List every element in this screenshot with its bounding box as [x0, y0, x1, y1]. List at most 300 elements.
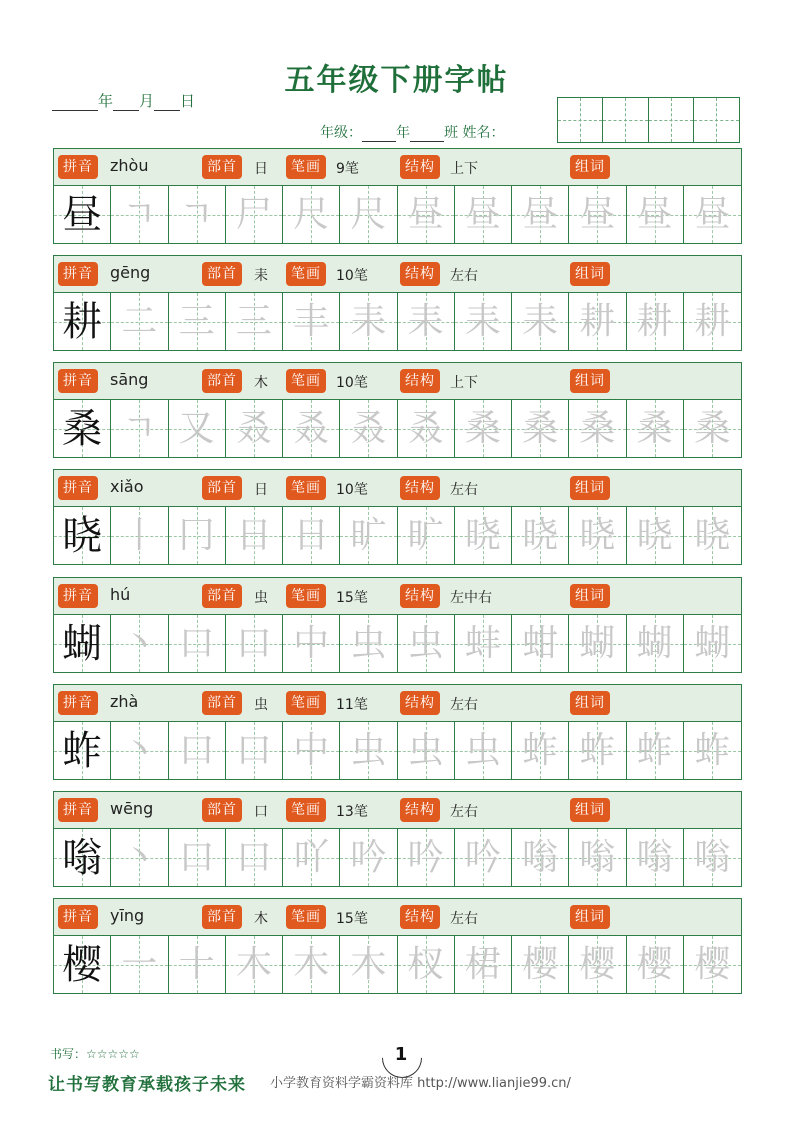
- trace-cell[interactable]: [283, 186, 340, 243]
- trace-cell[interactable]: [512, 400, 569, 457]
- stroke-order-glyph: 口: [178, 622, 215, 664]
- writing-grid: [54, 722, 741, 779]
- trace-cell[interactable]: [169, 293, 226, 350]
- stroke-order-glyph: 虫: [350, 622, 387, 664]
- strokes-value: 9笔: [336, 161, 359, 177]
- stroke-order-glyph: 虫: [350, 729, 387, 771]
- radical-value: 木: [254, 375, 268, 391]
- word-tag: 组词: [570, 369, 610, 393]
- stroke-order-glyph: 耒: [407, 300, 444, 342]
- stroke-order-glyph: 耕: [579, 300, 616, 342]
- stroke-order-glyph: ㄱ: [179, 193, 215, 235]
- grade-label: 年级：: [320, 125, 362, 141]
- stroke-order-glyph: 晓: [464, 514, 501, 556]
- character-info-bar: [54, 685, 741, 722]
- trace-cell[interactable]: [169, 400, 226, 457]
- trace-cell[interactable]: [512, 936, 569, 993]
- trace-cell[interactable]: [398, 936, 455, 993]
- stroke-order-glyph: 吖: [293, 836, 330, 878]
- stroke-order-glyph: 口: [178, 729, 215, 771]
- year-blank[interactable]: [52, 96, 98, 111]
- trace-cell[interactable]: [398, 615, 455, 672]
- pinyin-value: sāng: [110, 370, 149, 389]
- class-line: [320, 122, 504, 142]
- strokes-value: 13笔: [336, 804, 368, 820]
- character-info-bar: [54, 470, 741, 507]
- radical-tag: 部首: [202, 262, 242, 286]
- pinyin-value: hú: [110, 585, 131, 604]
- structure-value: 左右: [450, 697, 478, 713]
- trace-cell[interactable]: [684, 507, 741, 564]
- stroke-order-glyph: 樱: [522, 943, 559, 985]
- stroke-order-glyph: 蚱: [694, 729, 731, 771]
- trace-cell[interactable]: [569, 186, 626, 243]
- trace-cell[interactable]: [283, 829, 340, 886]
- trace-cell[interactable]: [627, 722, 684, 779]
- trace-cell[interactable]: [226, 936, 283, 993]
- trace-cell[interactable]: [169, 829, 226, 886]
- stroke-order-glyph: 丰: [293, 300, 330, 342]
- pinyin-tag: 拼音: [58, 798, 98, 822]
- model-character: 桑: [62, 405, 103, 452]
- trace-cell[interactable]: [684, 186, 741, 243]
- trace-cell[interactable]: [512, 615, 569, 672]
- stroke-order-glyph: 丨: [121, 514, 158, 556]
- character-block: [53, 684, 742, 780]
- stroke-order-glyph: 昼: [407, 193, 444, 235]
- model-character-cell: [54, 936, 111, 993]
- stroke-order-glyph: 丶: [121, 622, 158, 664]
- trace-cell[interactable]: [512, 829, 569, 886]
- trace-cell[interactable]: [684, 400, 741, 457]
- trace-cell[interactable]: [627, 293, 684, 350]
- model-character: 樱: [62, 941, 103, 988]
- model-character-cell: [54, 829, 111, 886]
- structure-value: 左中右: [450, 590, 492, 606]
- stroke-order-glyph: 旷: [407, 514, 444, 556]
- strokes-value: 10笔: [336, 482, 368, 498]
- pinyin-value: gēng: [110, 263, 151, 282]
- trace-cell[interactable]: [226, 615, 283, 672]
- trace-cell[interactable]: [283, 722, 340, 779]
- day-blank[interactable]: [154, 96, 180, 111]
- trace-cell[interactable]: [569, 507, 626, 564]
- stroke-order-glyph: 昼: [579, 193, 616, 235]
- model-character: 晓: [62, 512, 103, 559]
- structure-value: 上下: [450, 375, 478, 391]
- stroke-order-glyph: ㄱ: [121, 193, 157, 235]
- pinyin-tag: 拼音: [58, 691, 98, 715]
- trace-cell[interactable]: [398, 186, 455, 243]
- character-info-bar: [54, 363, 741, 400]
- trace-cell[interactable]: [398, 400, 455, 457]
- structure-tag: 结构: [400, 369, 440, 393]
- model-character-cell: [54, 507, 111, 564]
- class-ban-label: 班: [444, 125, 458, 141]
- structure-tag: 结构: [400, 262, 440, 286]
- date-line: [52, 90, 195, 111]
- writing-grid: [54, 186, 741, 243]
- trace-cell[interactable]: [226, 293, 283, 350]
- stroke-order-glyph: 口: [235, 836, 272, 878]
- word-tag: 组词: [570, 798, 610, 822]
- structure-value: 上下: [450, 161, 478, 177]
- trace-cell[interactable]: [226, 722, 283, 779]
- stroke-order-glyph: 又: [178, 407, 215, 449]
- stroke-order-glyph: 尺: [293, 193, 330, 235]
- trace-cell[interactable]: [169, 186, 226, 243]
- stroke-order-glyph: 虫: [464, 729, 501, 771]
- radical-value: 日: [254, 161, 268, 177]
- strokes-tag: 笔画: [286, 155, 326, 179]
- trace-cell[interactable]: [569, 293, 626, 350]
- trace-cell[interactable]: [169, 722, 226, 779]
- trace-cell[interactable]: [684, 829, 741, 886]
- writing-grid: [54, 829, 741, 886]
- page-title: 五年级下册字帖: [284, 63, 509, 98]
- model-character-cell: [54, 186, 111, 243]
- trace-cell[interactable]: [111, 936, 168, 993]
- trace-cell[interactable]: [512, 722, 569, 779]
- stroke-order-glyph: 桑: [636, 407, 673, 449]
- character-info-bar: [54, 899, 741, 936]
- model-character-cell: [54, 722, 111, 779]
- model-character-cell: [54, 293, 111, 350]
- stroke-order-glyph: 三: [235, 300, 272, 342]
- stroke-order-glyph: 蝴: [579, 622, 616, 664]
- pinyin-tag: 拼音: [58, 584, 98, 608]
- stroke-order-glyph: 耒: [464, 300, 501, 342]
- pinyin-tag: 拼音: [58, 262, 98, 286]
- stroke-order-glyph: 日: [293, 514, 330, 556]
- structure-value: 左右: [450, 482, 478, 498]
- trace-cell[interactable]: [169, 507, 226, 564]
- trace-cell[interactable]: [512, 293, 569, 350]
- trace-cell[interactable]: [283, 936, 340, 993]
- trace-cell[interactable]: [169, 936, 226, 993]
- trace-cell[interactable]: [340, 293, 397, 350]
- stroke-order-glyph: 嗡: [694, 836, 731, 878]
- stroke-order-glyph: 叒: [235, 407, 272, 449]
- structure-value: 左右: [450, 804, 478, 820]
- strokes-value: 15笔: [336, 911, 368, 927]
- trace-cell[interactable]: [340, 400, 397, 457]
- radical-value: 口: [254, 804, 268, 820]
- trace-cell[interactable]: [512, 186, 569, 243]
- character-block: [53, 148, 742, 244]
- character-info-bar: [54, 256, 741, 293]
- character-block: [53, 362, 742, 458]
- pinyin-tag: 拼音: [58, 476, 98, 500]
- trace-cell[interactable]: [340, 507, 397, 564]
- trace-cell[interactable]: [627, 400, 684, 457]
- structure-tag: 结构: [400, 155, 440, 179]
- trace-cell[interactable]: [111, 507, 168, 564]
- trace-cell[interactable]: [398, 722, 455, 779]
- structure-tag: 结构: [400, 584, 440, 608]
- stroke-order-glyph: 桑: [694, 407, 731, 449]
- model-character: 蚱: [62, 727, 103, 774]
- strokes-tag: 笔画: [286, 691, 326, 715]
- trace-cell[interactable]: [226, 507, 283, 564]
- stroke-order-glyph: 耕: [636, 300, 673, 342]
- pinyin-value: yīng: [110, 906, 145, 925]
- stroke-order-glyph: 叒: [407, 407, 444, 449]
- pinyin-tag: 拼音: [58, 905, 98, 929]
- trace-cell[interactable]: [569, 615, 626, 672]
- stroke-order-glyph: 蝴: [694, 622, 731, 664]
- trace-cell[interactable]: [684, 615, 741, 672]
- stroke-order-glyph: 嗡: [522, 836, 559, 878]
- stroke-order-glyph: 蚶: [522, 622, 559, 664]
- trace-cell[interactable]: [340, 615, 397, 672]
- character-info-bar: [54, 792, 741, 829]
- trace-cell[interactable]: [226, 400, 283, 457]
- stroke-order-glyph: ㄱ: [121, 407, 157, 449]
- stroke-order-glyph: 樱: [636, 943, 673, 985]
- name-cell[interactable]: [603, 98, 648, 142]
- pinyin-value: wēng: [110, 799, 154, 818]
- trace-cell[interactable]: [340, 829, 397, 886]
- name-cell[interactable]: [558, 98, 603, 142]
- strokes-tag: 笔画: [286, 905, 326, 929]
- trace-cell[interactable]: [455, 507, 512, 564]
- radical-value: 虫: [254, 590, 268, 606]
- model-character: 耕: [62, 298, 103, 345]
- writing-grid: [54, 615, 741, 672]
- radical-tag: 部首: [202, 155, 242, 179]
- stroke-order-glyph: 耕: [694, 300, 731, 342]
- stroke-order-glyph: 嗡: [636, 836, 673, 878]
- structure-tag: 结构: [400, 691, 440, 715]
- stroke-order-glyph: 樱: [579, 943, 616, 985]
- stroke-order-glyph: 蚱: [579, 729, 616, 771]
- strokes-tag: 笔画: [286, 476, 326, 500]
- character-block: [53, 898, 742, 994]
- stroke-order-glyph: 晓: [694, 514, 731, 556]
- word-tag: 组词: [570, 476, 610, 500]
- radical-tag: 部首: [202, 905, 242, 929]
- model-character-cell: [54, 400, 111, 457]
- stroke-order-glyph: 口: [235, 622, 272, 664]
- trace-cell[interactable]: [340, 186, 397, 243]
- stroke-order-glyph: 昼: [694, 193, 731, 235]
- year-label: 年: [98, 92, 114, 110]
- trace-cell[interactable]: [684, 293, 741, 350]
- stroke-order-glyph: 吟: [350, 836, 387, 878]
- strokes-tag: 笔画: [286, 798, 326, 822]
- stroke-order-glyph: 昼: [636, 193, 673, 235]
- strokes-value: 11笔: [336, 697, 368, 713]
- trace-cell[interactable]: [111, 293, 168, 350]
- trace-cell[interactable]: [340, 722, 397, 779]
- stroke-order-glyph: 蚱: [522, 729, 559, 771]
- stroke-order-glyph: 昼: [464, 193, 501, 235]
- class-blank[interactable]: [410, 127, 444, 142]
- model-character: 蝴: [62, 620, 103, 667]
- trace-cell[interactable]: [455, 615, 512, 672]
- stroke-order-glyph: 虫: [407, 622, 444, 664]
- trace-cell[interactable]: [684, 722, 741, 779]
- stroke-order-glyph: 尸: [235, 193, 272, 235]
- trace-cell[interactable]: [627, 829, 684, 886]
- name-label: 姓名：: [462, 125, 505, 141]
- trace-cell[interactable]: [627, 936, 684, 993]
- stroke-order-glyph: 二: [121, 300, 158, 342]
- radical-value: 虫: [254, 697, 268, 713]
- stroke-order-glyph: 桑: [464, 407, 501, 449]
- structure-tag: 结构: [400, 905, 440, 929]
- trace-cell[interactable]: [512, 507, 569, 564]
- character-block: [53, 577, 742, 673]
- pinyin-value: xiǎo: [110, 477, 144, 496]
- radical-value: 耒: [254, 268, 268, 284]
- structure-value: 左右: [450, 268, 478, 284]
- trace-cell[interactable]: [111, 186, 168, 243]
- trace-cell[interactable]: [398, 507, 455, 564]
- stroke-order-glyph: 虫: [407, 729, 444, 771]
- stroke-order-glyph: 木: [350, 943, 387, 985]
- radical-value: 木: [254, 911, 268, 927]
- trace-cell[interactable]: [455, 293, 512, 350]
- stroke-order-glyph: 耒: [522, 300, 559, 342]
- stroke-order-glyph: 蝴: [636, 622, 673, 664]
- stroke-order-glyph: 日: [235, 514, 272, 556]
- month-blank[interactable]: [113, 96, 139, 111]
- strokes-value: 15笔: [336, 590, 368, 606]
- trace-cell[interactable]: [283, 507, 340, 564]
- stroke-order-glyph: 蚱: [636, 729, 673, 771]
- strokes-tag: 笔画: [286, 584, 326, 608]
- trace-cell[interactable]: [111, 615, 168, 672]
- trace-cell[interactable]: [398, 293, 455, 350]
- trace-cell[interactable]: [111, 400, 168, 457]
- stroke-order-glyph: 蚌: [464, 622, 501, 664]
- stroke-order-glyph: 旷: [350, 514, 387, 556]
- writing-grid: [54, 507, 741, 564]
- word-tag: 组词: [570, 155, 610, 179]
- trace-cell[interactable]: [111, 722, 168, 779]
- stroke-order-glyph: 一: [121, 943, 158, 985]
- trace-cell[interactable]: [111, 829, 168, 886]
- trace-cell[interactable]: [455, 936, 512, 993]
- writing-grid: [54, 400, 741, 457]
- trace-cell[interactable]: [569, 829, 626, 886]
- character-block: [53, 791, 742, 887]
- stroke-order-glyph: 桑: [579, 407, 616, 449]
- trace-cell[interactable]: [569, 400, 626, 457]
- stroke-order-glyph: 吟: [407, 836, 444, 878]
- trace-cell[interactable]: [169, 615, 226, 672]
- trace-cell[interactable]: [283, 615, 340, 672]
- trace-cell[interactable]: [398, 829, 455, 886]
- stroke-order-glyph: 樱: [694, 943, 731, 985]
- character-info-bar: [54, 149, 741, 186]
- model-character: 嗡: [62, 834, 103, 881]
- trace-cell[interactable]: [283, 293, 340, 350]
- radical-tag: 部首: [202, 476, 242, 500]
- pinyin-tag: 拼音: [58, 369, 98, 393]
- trace-cell[interactable]: [455, 186, 512, 243]
- writing-grid: [54, 293, 741, 350]
- character-block: [53, 469, 742, 565]
- model-character: 昼: [62, 191, 103, 238]
- trace-cell[interactable]: [627, 615, 684, 672]
- page-number: 1: [394, 1044, 408, 1065]
- writing-grid: [54, 936, 741, 993]
- stroke-order-glyph: 吟: [464, 836, 501, 878]
- grade-nian-label: 年: [396, 125, 410, 141]
- slogan: 让书写教育承载孩子未来: [48, 1075, 246, 1095]
- stroke-order-glyph: 木: [293, 943, 330, 985]
- structure-tag: 结构: [400, 798, 440, 822]
- stroke-order-glyph: 口: [178, 836, 215, 878]
- trace-cell[interactable]: [569, 936, 626, 993]
- structure-value: 左右: [450, 911, 478, 927]
- grade-blank[interactable]: [362, 127, 396, 142]
- trace-cell[interactable]: [455, 722, 512, 779]
- name-cell[interactable]: [694, 98, 739, 142]
- word-tag: 组词: [570, 262, 610, 286]
- stroke-order-glyph: 中: [293, 729, 330, 771]
- word-tag: 组词: [570, 905, 610, 929]
- trace-cell[interactable]: [455, 400, 512, 457]
- radical-tag: 部首: [202, 798, 242, 822]
- trace-cell[interactable]: [627, 507, 684, 564]
- pinyin-value: zhòu: [110, 156, 149, 175]
- word-tag: 组词: [570, 691, 610, 715]
- strokes-value: 10笔: [336, 375, 368, 391]
- radical-tag: 部首: [202, 691, 242, 715]
- structure-tag: 结构: [400, 476, 440, 500]
- stroke-order-glyph: 丶: [121, 729, 158, 771]
- stroke-order-glyph: 三: [178, 300, 215, 342]
- stroke-order-glyph: 晓: [579, 514, 616, 556]
- stroke-order-glyph: 嗡: [579, 836, 616, 878]
- stroke-order-glyph: 晓: [636, 514, 673, 556]
- trace-cell[interactable]: [627, 186, 684, 243]
- trace-cell[interactable]: [283, 400, 340, 457]
- word-tag: 组词: [570, 584, 610, 608]
- stroke-order-glyph: 昼: [522, 193, 559, 235]
- stroke-order-glyph: 中: [293, 622, 330, 664]
- stroke-order-glyph: 叒: [293, 407, 330, 449]
- trace-cell[interactable]: [569, 722, 626, 779]
- name-writing-grid[interactable]: [557, 97, 740, 143]
- stroke-order-glyph: 桾: [464, 943, 501, 985]
- trace-cell[interactable]: [455, 829, 512, 886]
- name-cell[interactable]: [649, 98, 694, 142]
- pinyin-value: zhà: [110, 692, 139, 711]
- stroke-order-glyph: 十: [178, 943, 215, 985]
- stroke-order-glyph: 丶: [121, 836, 158, 878]
- watermark: 小学教育资料学霸资料库 http://www.lianjie99.cn/: [270, 1076, 571, 1091]
- stroke-order-glyph: 木: [235, 943, 272, 985]
- month-label: 月: [139, 92, 155, 110]
- trace-cell[interactable]: [340, 936, 397, 993]
- model-character-cell: [54, 615, 111, 672]
- character-block: [53, 255, 742, 351]
- trace-cell[interactable]: [684, 936, 741, 993]
- stroke-order-glyph: 叒: [350, 407, 387, 449]
- pinyin-tag: 拼音: [58, 155, 98, 179]
- day-label: 日: [180, 92, 196, 110]
- strokes-value: 10笔: [336, 268, 368, 284]
- trace-cell[interactable]: [226, 829, 283, 886]
- stroke-order-glyph: 口: [235, 729, 272, 771]
- trace-cell[interactable]: [226, 186, 283, 243]
- strokes-tag: 笔画: [286, 369, 326, 393]
